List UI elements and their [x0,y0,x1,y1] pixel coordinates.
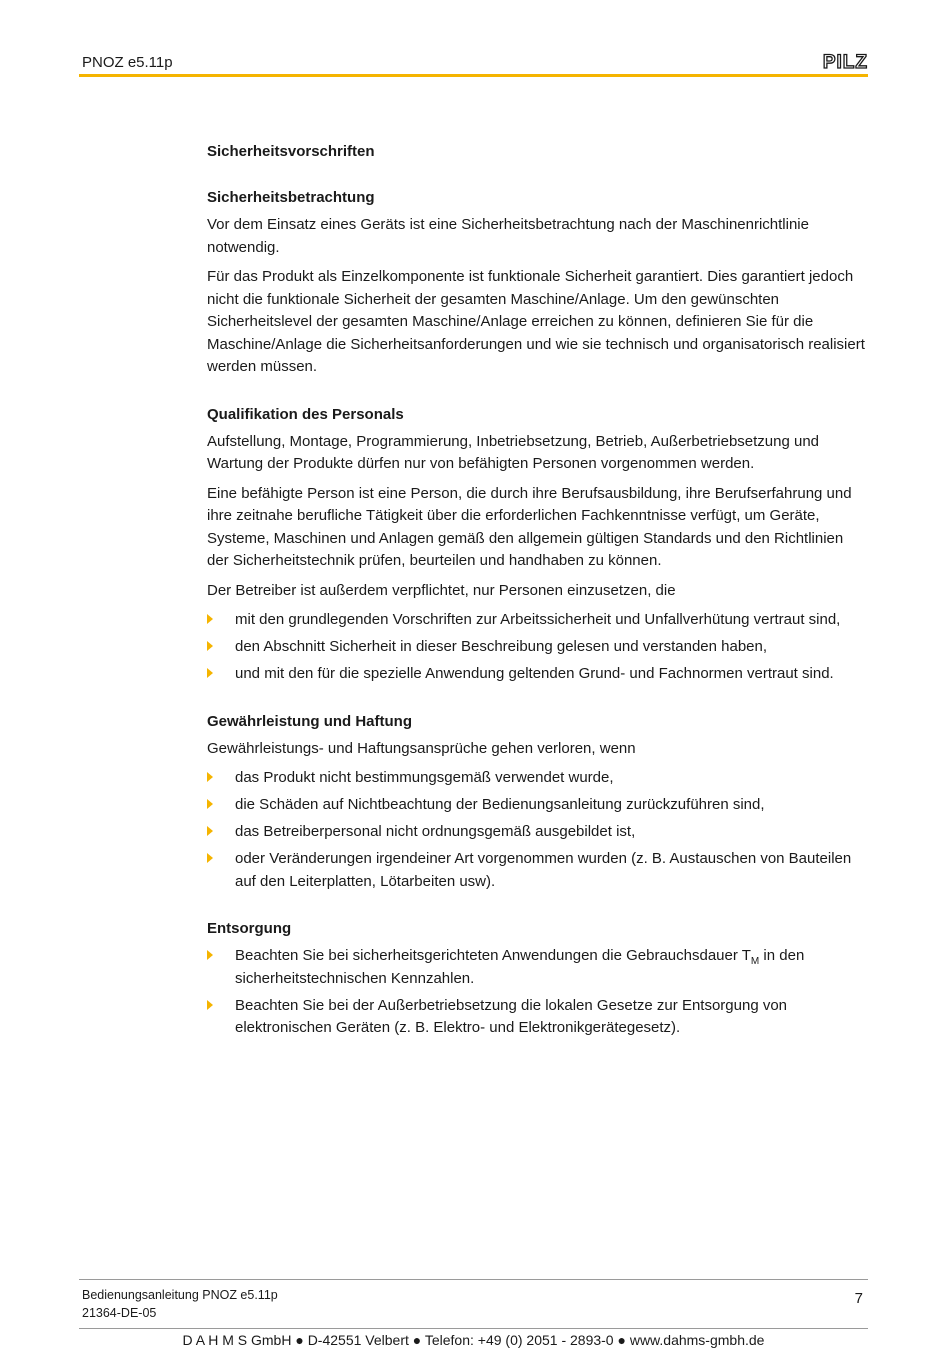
footer-manual-title: Bedienungsanleitung PNOZ e5.11p [82,1288,278,1302]
paragraph: Eine befähigte Person ist eine Person, die durch ihre Berufsausbildung, ihre Berufserfahrung und ihre zeitnahe berufliche Tätigkeit über die erforderlichen Fachkenntnisse verfügt, um Geräte, Systeme, Maschinen und Anlagen gemäß den allgemein gültigen Standards und den Richtlinien der Sicherheitstechnik prüfen, beurteilen und handhaben zu können. [207,484,852,569]
bullet-list [207,945,867,1040]
section-heading: Sicherheitsbetrachtung [207,189,375,206]
footer-rule-top [79,1279,868,1280]
section-sicherheitsbetrachtung [207,188,867,379]
page-header [82,54,868,76]
bullet-arrow-icon [207,799,213,809]
section-heading: Entsorgung [207,920,292,937]
list-item: den Abschnitt Sicherheit in dieser Beschreibung gelesen und verstanden haben, [207,636,867,659]
bullet-arrow-icon [207,853,213,863]
bullet-arrow-icon [207,772,213,782]
section-gewaehrleistung [207,712,867,894]
page-number: 7 [854,1290,863,1307]
bullet-arrow-icon [207,1000,213,1010]
bullet-arrow-icon [207,614,213,624]
paragraph: Aufstellung, Montage, Programmierung, Inbetriebsetzung, Betrieb, Außerbetriebsetzung und Wartung der Produkte dürfen nur von befähigten Personen vorgenommen werden. [207,432,820,472]
list-item: Beachten Sie bei der Außerbetriebsetzung die lokalen Gesetze zur Entsorgung von elektronischen Geräten (z. B. Elektro- und Elektronikgerätegesetz). [207,995,867,1040]
bullet-arrow-icon [207,950,213,960]
bullet-arrow-icon [207,668,213,678]
page-title: Sicherheitsvorschriften [207,143,375,160]
footer-rule-bottom [79,1328,868,1329]
section-heading: Gewährleistung und Haftung [207,712,412,730]
paragraph: Vor dem Einsatz eines Geräts ist eine Sicherheitsbetrachtung nach der Maschinenrichtlinie notwendig. [207,216,809,256]
bullet-arrow-icon [207,826,213,836]
list-item: oder Veränderungen irgendeiner Art vorgenommen wurden (z. B. Austauschen von Bauteilen auf den Leiterplatten, Lötarbeiten usw). [207,848,867,893]
section-heading: Qualifikation des Personals [207,405,404,423]
paragraph: Gewährleistungs- und Haftungsansprüche gehen verloren, wenn [207,739,636,757]
list-item: das Betreiberpersonal nicht ordnungsgemäß ausgebildet ist, [207,821,867,844]
paragraph: Für das Produkt als Einzelkomponente ist funktionale Sicherheit garantiert. Dies garantiert jedoch nicht die funktionale Sicherheit der gesamten Maschine/Anlage. Um den gewünschten Sicherheitslevel der gesamten Maschine/Anlage erreichen zu können, definieren Sie für die Maschine/Anlage die Sicherheitsanforderungen und wie sie technisch und organisatorisch realisiert werden müssen. [207,268,865,375]
footer-company-line: D A H M S GmbH ● D-42551 Velbert ● Telefon: +49 (0) 2051 - 2893-0 ● www.dahms-gmbh.de [182,1332,765,1348]
header-title: PNOZ e5.11p [82,54,173,71]
header-rule [79,74,868,77]
main-content [207,142,867,1066]
list-item: mit den grundlegenden Vorschriften zur Arbeitssicherheit und Unfallverhütung vertraut sind, [207,609,867,632]
list-item: das Produkt nicht bestimmungsgemäß verwendet wurde, [207,767,867,790]
section-qualifikation [207,405,867,686]
list-item: die Schäden auf Nichtbeachtung der Bedienungsanleitung zurückzuführen sind, [207,794,867,817]
section-entsorgung [207,919,867,1040]
bullet-list [207,609,867,686]
bullet-list [207,767,867,893]
list-item: Beachten Sie bei sicherheitsgerichteten Anwendungen die Gebrauchsdauer $T_M$ in den sicherheitstechnischen Kennzahlen. [207,945,867,990]
footer-doc-code: 21364-DE-05 [82,1306,157,1320]
list-item: und mit den für die spezielle Anwendung geltenden Grund- und Fachnormen vertraut sind. [207,663,867,686]
bullet-arrow-icon [207,641,213,651]
pilz-logo: PILZ [822,52,868,73]
paragraph: Der Betreiber ist außerdem verpflichtet, nur Personen einzusetzen, die [207,581,676,599]
